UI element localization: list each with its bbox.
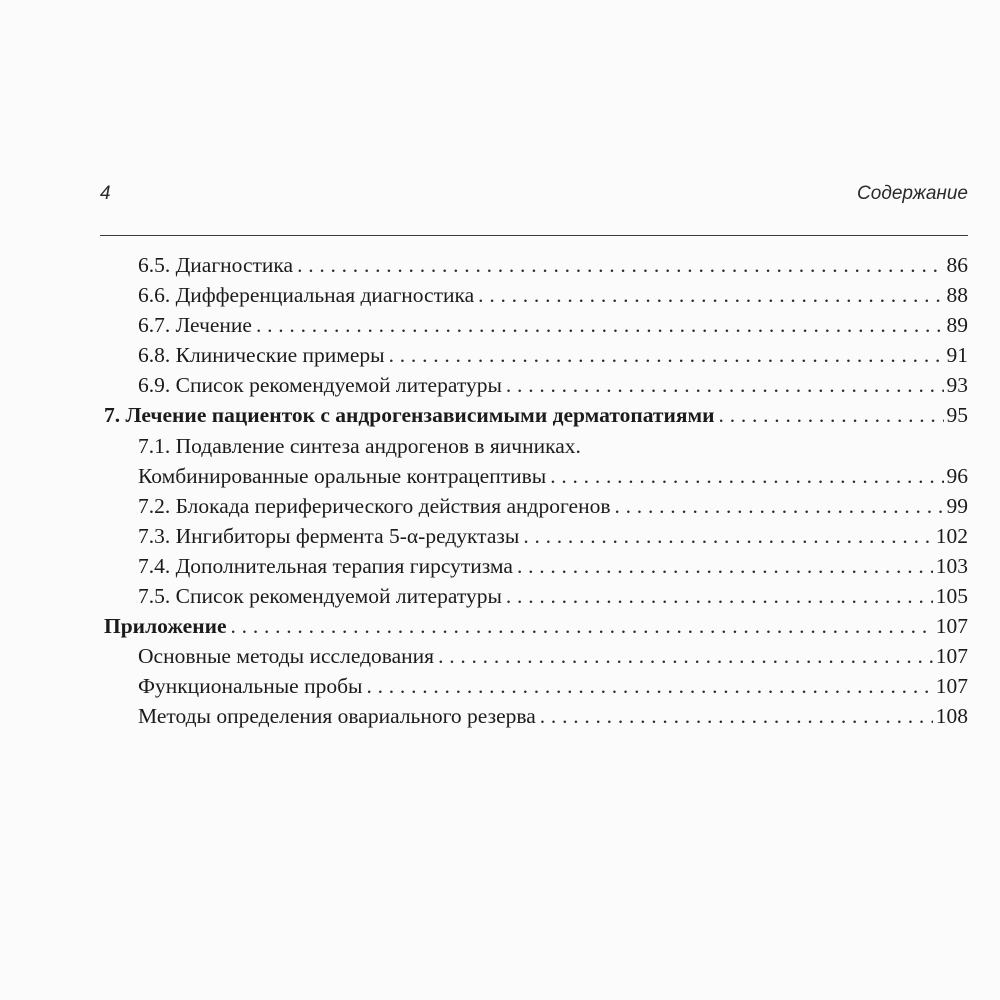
toc-entry xyxy=(100,581,968,611)
toc-leader-dots xyxy=(719,400,944,430)
toc-leader-dots xyxy=(366,671,932,701)
toc-entry-page: 91 xyxy=(946,343,968,368)
toc-entry-title: 6.5. Диагностика xyxy=(138,253,294,277)
toc-chapter-entry xyxy=(100,611,968,641)
toc-leader-dots xyxy=(231,611,933,641)
toc-entry-title: 7.5. Список рекомендуемой литературы xyxy=(138,584,502,609)
toc-entry-page: 89 xyxy=(946,313,968,338)
toc-leader-dots xyxy=(256,310,944,340)
toc-leader-dots xyxy=(506,370,944,400)
toc-entry-page: 102 xyxy=(935,523,968,548)
toc-entry xyxy=(100,671,968,701)
toc-entry-page: 107 xyxy=(935,674,968,699)
toc-leader-dots xyxy=(517,551,933,581)
toc-leader-dots xyxy=(523,521,932,551)
toc-entry xyxy=(100,491,968,521)
toc-entry xyxy=(100,340,968,370)
toc-entry xyxy=(100,461,968,491)
toc-entry-page: 103 xyxy=(935,553,968,578)
toc-entry-page: 99 xyxy=(946,493,968,518)
toc-entry-title: Приложение xyxy=(104,614,227,639)
toc-entry xyxy=(100,641,968,671)
toc-entry-title: Комбинированные оральные контрацептивы xyxy=(138,463,547,488)
toc-entry-title: 6.6. Дифференциальная диагностика xyxy=(138,283,475,308)
toc-leader-dots xyxy=(550,461,943,491)
toc-entry-page: 88 xyxy=(946,283,968,308)
toc-entry-title: 7.3. Ингибиторы фермента 5-α-редуктазы xyxy=(138,523,520,548)
toc-leader-dots xyxy=(540,701,933,731)
toc-entry-title: 6.7. Лечение xyxy=(138,313,252,338)
table-of-contents xyxy=(100,250,968,732)
toc-entry xyxy=(100,370,968,400)
toc-entry-page: 93 xyxy=(946,373,968,398)
toc-entry-page: 95 xyxy=(946,403,968,428)
header-rule xyxy=(100,235,968,236)
toc-entry-page: 107 xyxy=(935,614,968,639)
running-header xyxy=(100,183,968,213)
toc-entry-title: 7.1. Подавление синтеза андрогенов в яичниках. xyxy=(138,433,581,458)
toc-leader-dots xyxy=(478,280,943,310)
toc-chapter-entry xyxy=(100,400,968,430)
toc-entry xyxy=(100,280,968,310)
toc-leader-dots xyxy=(389,340,944,370)
toc-entry xyxy=(100,250,968,280)
toc-entry-title: 7.4. Дополнительная терапия гирсутизма xyxy=(138,553,513,578)
toc-entry xyxy=(100,551,968,581)
toc-entry-page: 86 xyxy=(946,253,968,277)
running-section-title: Содержание xyxy=(857,183,968,204)
toc-entry-page: 105 xyxy=(935,584,968,609)
toc-entry-title: 6.8. Клинические примеры xyxy=(138,343,385,368)
toc-entry-page: 108 xyxy=(935,704,968,729)
toc-entry-title: 7. Лечение пациенток с андрогензависимыми дерматопатиями xyxy=(104,403,715,428)
toc-leader-dots xyxy=(615,491,944,521)
toc-entry-title: 7.2. Блокада периферического действия андрогенов xyxy=(138,493,611,518)
toc-leader-dots xyxy=(438,641,933,671)
toc-entry-title: Методы определения овариального резерва xyxy=(138,704,536,729)
toc-entry-title: Основные методы исследования xyxy=(138,644,435,669)
toc-entry xyxy=(100,521,968,551)
toc-entry-title: 6.9. Список рекомендуемой литературы xyxy=(138,373,502,398)
toc-leader-dots xyxy=(297,250,943,280)
toc-entry-title: Функциональные пробы xyxy=(138,674,363,699)
toc-leader-dots xyxy=(506,581,933,611)
page-number: 4 xyxy=(100,183,111,204)
toc-entry-page: 107 xyxy=(935,644,968,669)
toc-entry xyxy=(100,431,968,461)
toc-entry-page: 96 xyxy=(946,463,968,488)
toc-entry xyxy=(100,701,968,731)
toc-entry xyxy=(100,310,968,340)
